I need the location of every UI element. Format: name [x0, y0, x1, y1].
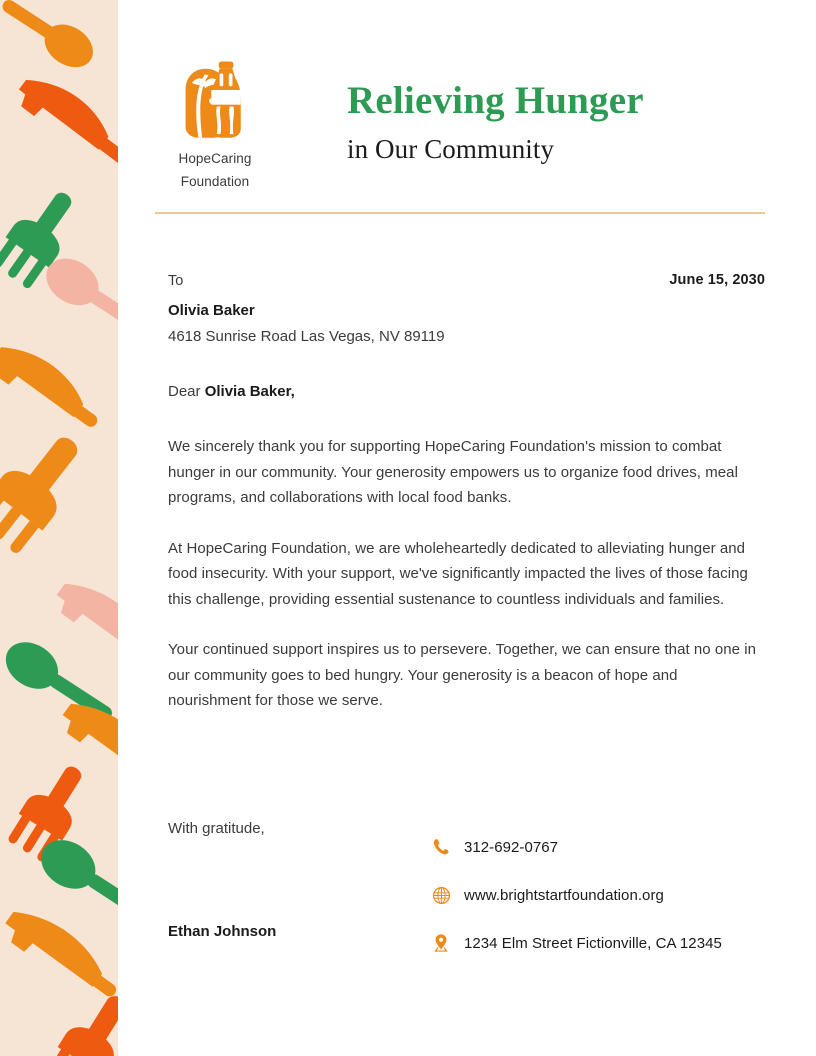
letter-date: June 15, 2030	[669, 272, 765, 288]
letter-content	[118, 0, 816, 1056]
address-block	[168, 272, 765, 351]
signer-name: Ethan Johnson	[168, 923, 277, 940]
location-icon	[430, 932, 452, 954]
brand-name-line1: HopeCaring	[178, 151, 252, 166]
fork-icon	[28, 980, 118, 1056]
page-title: Relieving Hunger	[347, 79, 644, 122]
knife-icon	[0, 62, 118, 192]
fork-icon	[0, 420, 96, 560]
letter-header	[155, 55, 765, 205]
brand-name-line2: Foundation	[180, 174, 250, 190]
contact-address-value: 1234 Elm Street Fictionville, CA 12345	[464, 934, 722, 952]
phone-icon	[430, 836, 452, 858]
to-and-date-row	[168, 272, 765, 298]
brand-block	[155, 55, 275, 194]
contact-website-row[interactable]	[430, 871, 770, 919]
salutation-prefix: Dear	[168, 383, 205, 400]
title-block	[347, 81, 767, 165]
body-paragraph: At HopeCaring Foundation, we are wholeheartedly dedicated to alleviating hunger and food insecurity. With your support, we've significantly impacted the lives of those facing this challenge, providing essential sustenance to countless individuals and families.	[168, 539, 748, 608]
page-subtitle: in Our Community	[347, 133, 555, 164]
recipient-name: Olivia Baker	[168, 302, 255, 319]
contact-phone-value: 312-692-0767	[464, 838, 559, 856]
contact-website-value: www.brightstartfoundation.org	[464, 886, 664, 904]
contact-block	[430, 823, 770, 967]
letter-body	[168, 434, 763, 739]
contact-phone-row[interactable]	[430, 823, 770, 871]
to-label: To	[168, 273, 184, 289]
header-divider	[155, 212, 765, 214]
contact-address-row[interactable]	[430, 919, 770, 967]
bread-and-bottle-icon	[169, 55, 261, 147]
salutation	[168, 383, 295, 400]
salutation-name: Olivia Baker,	[204, 383, 295, 400]
decorative-sidebar	[0, 0, 118, 1056]
body-paragraph: We sincerely thank you for supporting HopeCaring Foundation's mission to combat hunger in our community. Your generosity empowers us to organize food drives, meal programs, and collaborations with local food banks.	[168, 438, 738, 506]
body-paragraph: Your continued support inspires us to persevere. Together, we can ensure that no one in our community goes to bed hungry. Your generosity is a beacon of hope and nourishment for those we serve.	[168, 641, 757, 709]
closing-line: With gratitude,	[168, 820, 265, 837]
recipient-address: 4618 Sunrise Road Las Vegas, NV 89119	[168, 328, 445, 346]
globe-icon	[430, 884, 452, 906]
